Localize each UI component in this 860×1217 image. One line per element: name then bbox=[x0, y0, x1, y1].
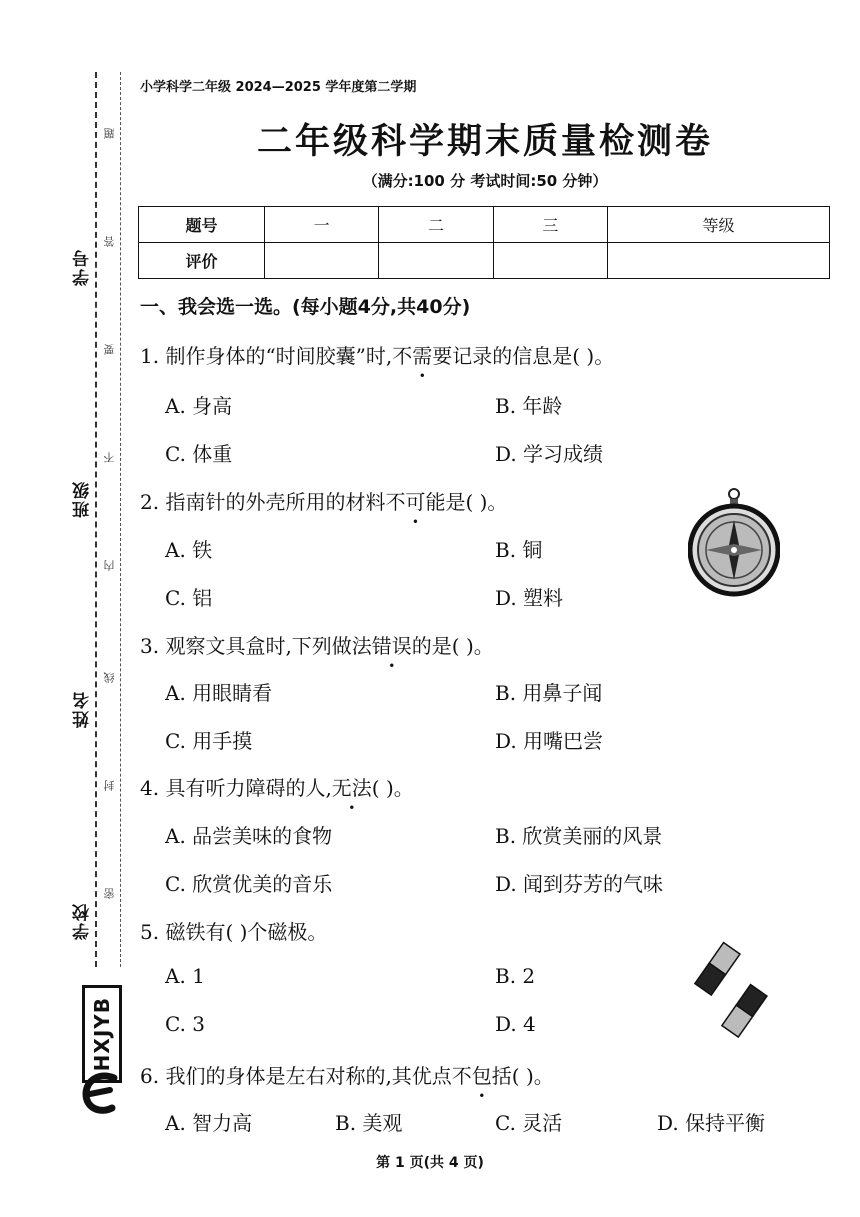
option-c: C. 欣赏优美的音乐 bbox=[165, 872, 333, 896]
binding-char: 密 bbox=[103, 888, 116, 899]
option-a: A. 1 bbox=[165, 964, 205, 988]
question-6 bbox=[140, 1060, 554, 1089]
table-cell: 等级 bbox=[608, 207, 830, 243]
binding-char: 要 bbox=[103, 344, 116, 355]
name-label: 姓名 bbox=[73, 690, 93, 728]
binding-char: 封 bbox=[103, 780, 116, 791]
option-b: B. 铜 bbox=[495, 538, 543, 562]
option-d: D. 4 bbox=[495, 1012, 536, 1036]
option-b: B. 年龄 bbox=[495, 394, 563, 418]
option-b: B. 2 bbox=[495, 964, 536, 988]
binding-char: 不 bbox=[103, 452, 116, 463]
table-cell: 题号 bbox=[139, 207, 265, 243]
question-text: 1. 制作身体的“时间胶囊”时, bbox=[140, 344, 393, 368]
score-table-header-row bbox=[139, 207, 830, 243]
table-cell bbox=[608, 243, 830, 279]
binding-char: 答 bbox=[103, 236, 116, 247]
page-title: 二年级科学期末质量检测卷 bbox=[256, 122, 713, 162]
logo-mark-icon bbox=[80, 1070, 120, 1116]
binding-char: 題 bbox=[103, 128, 116, 139]
question-text: ( )。 bbox=[371, 776, 414, 800]
exam-info: （满分:100 分 考试时间:50 分钟） bbox=[362, 172, 608, 190]
option-c: C. 3 bbox=[165, 1012, 206, 1036]
question-1 bbox=[140, 340, 614, 369]
option-d: D. 塑料 bbox=[495, 586, 564, 610]
table-cell: 二 bbox=[379, 207, 493, 243]
question-4 bbox=[140, 772, 414, 801]
publisher-logo bbox=[82, 985, 122, 1083]
page-number: 第 1 页(共 4 页) bbox=[376, 1155, 484, 1171]
option-d: D. 闻到芬芳的气味 bbox=[495, 872, 664, 896]
table-cell: 三 bbox=[493, 207, 607, 243]
option-a: A. 铁 bbox=[165, 538, 213, 562]
score-table-eval-row bbox=[139, 243, 830, 279]
question-2 bbox=[140, 486, 507, 515]
emphasis-text: 无法 bbox=[331, 776, 372, 800]
option-c: C. 体重 bbox=[165, 442, 233, 466]
question-text: 6. 我们的身体是左右对称的,其优点 bbox=[140, 1064, 452, 1088]
option-c: C. 铝 bbox=[165, 586, 213, 610]
emphasis-text: 不可能 bbox=[385, 490, 446, 514]
compass-icon bbox=[688, 486, 780, 604]
binding-char: 内 bbox=[103, 560, 116, 571]
question-text: 5. 磁铁有( )个磁极。 bbox=[140, 920, 328, 944]
question-5 bbox=[140, 916, 327, 945]
class-label: 班级 bbox=[73, 480, 93, 518]
table-cell: 一 bbox=[265, 207, 379, 243]
table-cell bbox=[379, 243, 493, 279]
emphasis-text: 错误 bbox=[371, 634, 412, 658]
question-text: 3. 观察文具盒时,下列做法 bbox=[140, 634, 372, 658]
emphasis-text: 不包括 bbox=[451, 1064, 512, 1088]
student-number-label: 学号 bbox=[73, 248, 93, 286]
magnets-icon bbox=[690, 940, 775, 1040]
option-c: C. 用手摸 bbox=[165, 729, 253, 753]
question-text: 的是( )。 bbox=[411, 634, 494, 658]
emphasis-text: 不需要 bbox=[392, 344, 453, 368]
option-a: A. 品尝美味的食物 bbox=[165, 824, 333, 848]
question-text: 2. 指南针的外壳所用的材料 bbox=[140, 490, 386, 514]
school-label: 学校 bbox=[73, 902, 93, 940]
option-c: C. 灵活 bbox=[495, 1111, 563, 1135]
table-cell bbox=[493, 243, 607, 279]
section-heading: 一、我会选一选。(每小题4分,共40分) bbox=[140, 296, 471, 318]
table-cell: 评价 bbox=[139, 243, 265, 279]
question-text: 4. 具有听力障碍的人, bbox=[140, 776, 332, 800]
option-b: B. 用鼻子闻 bbox=[495, 681, 603, 705]
option-d: D. 保持平衡 bbox=[657, 1111, 766, 1135]
binding-char: 线 bbox=[103, 672, 116, 683]
question-text: 是( )。 bbox=[445, 490, 508, 514]
binding-dashed-line bbox=[95, 72, 97, 967]
option-b: B. 美观 bbox=[335, 1111, 403, 1135]
option-b: B. 欣赏美丽的风景 bbox=[495, 824, 663, 848]
option-d: D. 学习成绩 bbox=[495, 442, 604, 466]
question-3 bbox=[140, 630, 494, 659]
question-text: ( )。 bbox=[511, 1064, 554, 1088]
logo-text: HXJYB bbox=[90, 996, 114, 1072]
option-a: A. 用眼睛看 bbox=[165, 681, 273, 705]
score-table bbox=[138, 206, 830, 279]
table-cell bbox=[265, 243, 379, 279]
question-text: 记录的信息是( )。 bbox=[452, 344, 615, 368]
option-a: A. 智力高 bbox=[165, 1111, 253, 1135]
course-line: 小学科学二年级 2024—2025 学年度第二学期 bbox=[140, 80, 417, 95]
option-a: A. 身高 bbox=[165, 394, 233, 418]
option-d: D. 用嘴巴尝 bbox=[495, 729, 604, 753]
binding-dashed-line-inner bbox=[120, 72, 121, 967]
